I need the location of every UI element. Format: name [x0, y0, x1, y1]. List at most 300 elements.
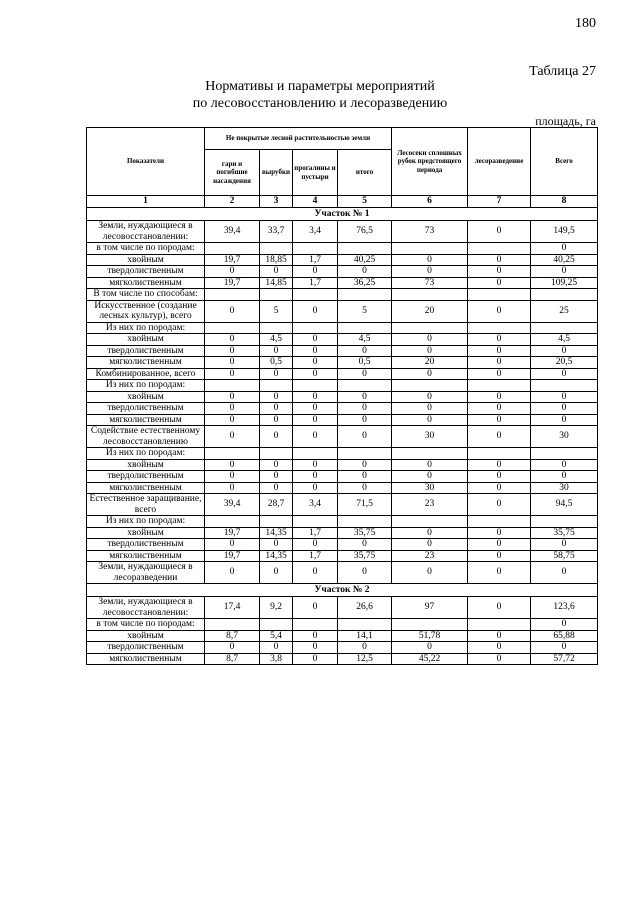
cell-value [205, 516, 260, 528]
table-row [87, 550, 598, 562]
cell-value: 0 [260, 459, 293, 471]
cell-value: 12,5 [338, 653, 392, 665]
table-row [87, 516, 598, 528]
table-title [0, 78, 640, 112]
table-row [87, 403, 598, 415]
cell-value: 0 [293, 539, 338, 551]
cell-value: 4,5 [338, 334, 392, 346]
table-row [87, 494, 598, 516]
cell-value [205, 322, 260, 334]
cell-value: 25 [531, 300, 598, 322]
cell-value [531, 322, 598, 334]
column-number: 3 [260, 196, 293, 208]
cell-value: 0 [205, 403, 260, 415]
cell-value: 0 [392, 368, 468, 380]
cell-value: 9,2 [260, 597, 293, 619]
cell-value: 0 [468, 426, 531, 448]
cell-value: 0 [205, 562, 260, 584]
cell-value: 76,5 [338, 221, 392, 243]
cell-value: 0 [392, 391, 468, 403]
column-number: 7 [468, 196, 531, 208]
cell-value: 0 [392, 414, 468, 426]
cell-value: 28,7 [260, 494, 293, 516]
cell-value: 73 [392, 221, 468, 243]
table-row [87, 254, 598, 266]
cell-value: 51,78 [392, 630, 468, 642]
cell-value [293, 619, 338, 631]
cell-value: 0 [468, 642, 531, 654]
cell-value: 94,5 [531, 494, 598, 516]
cell-value: 0 [205, 426, 260, 448]
cell-value: 20 [392, 357, 468, 369]
cell-value [468, 619, 531, 631]
cell-value: 0 [338, 562, 392, 584]
cell-value: 0 [260, 414, 293, 426]
cell-value: 0 [205, 471, 260, 483]
cell-value: 14,35 [260, 527, 293, 539]
cell-value: 0 [293, 300, 338, 322]
cell-value: 0 [468, 597, 531, 619]
cell-value: 0 [468, 391, 531, 403]
cell-value [468, 289, 531, 301]
cell-value: 0 [392, 334, 468, 346]
cell-value: 0 [468, 414, 531, 426]
cell-value: 26,6 [338, 597, 392, 619]
cell-value: 0 [293, 403, 338, 415]
cell-value: 19,7 [205, 277, 260, 289]
cell-value: 30 [392, 482, 468, 494]
column-number: 1 [87, 196, 205, 208]
cell-value [205, 448, 260, 460]
cell-value: 57,72 [531, 653, 598, 665]
cell-value: 0 [468, 277, 531, 289]
cell-value: 58,75 [531, 550, 598, 562]
cell-value: 0 [531, 243, 598, 255]
cell-value [338, 322, 392, 334]
table-row [87, 459, 598, 471]
cell-value [260, 289, 293, 301]
cell-value: 0 [392, 471, 468, 483]
table-row [87, 300, 598, 322]
table-row [87, 619, 598, 631]
row-label: Земли, нуждающиеся в лесовосстановлении: [87, 597, 205, 619]
row-label: Из них по породам: [87, 516, 205, 528]
cell-value: 0 [260, 391, 293, 403]
cell-value: 0 [531, 414, 598, 426]
cell-value [531, 448, 598, 460]
cell-value [468, 448, 531, 460]
cell-value: 0 [205, 642, 260, 654]
cell-value: 0 [338, 403, 392, 415]
row-label: мягколиственным [87, 357, 205, 369]
cell-value: 0 [531, 403, 598, 415]
row-label: хвойным [87, 459, 205, 471]
cell-value [205, 289, 260, 301]
section-title: Участок № 1 [87, 208, 598, 221]
row-label: В том числе по способам: [87, 289, 205, 301]
cell-value: 23 [392, 550, 468, 562]
table-row [87, 368, 598, 380]
table-row [87, 630, 598, 642]
table-row [87, 527, 598, 539]
cell-value [392, 243, 468, 255]
cell-value: 71,5 [338, 494, 392, 516]
cell-value: 0 [293, 597, 338, 619]
cell-value: 123,6 [531, 597, 598, 619]
cell-value [338, 516, 392, 528]
cell-value: 0 [468, 630, 531, 642]
cell-value: 0 [293, 459, 338, 471]
cell-value [260, 380, 293, 392]
section-header-row [87, 208, 598, 221]
cell-value: 0 [392, 254, 468, 266]
cell-value: 0 [392, 642, 468, 654]
header-glades: прогалины и пустыри [293, 150, 338, 196]
cell-value: 30 [531, 482, 598, 494]
cell-value: 39,4 [205, 494, 260, 516]
table-row [87, 414, 598, 426]
cell-value: 0 [205, 368, 260, 380]
cell-value: 1,7 [293, 527, 338, 539]
cell-value: 97 [392, 597, 468, 619]
cell-value: 5 [260, 300, 293, 322]
cell-value: 14,1 [338, 630, 392, 642]
cell-value: 0 [260, 471, 293, 483]
cell-value [531, 516, 598, 528]
cell-value: 0 [468, 459, 531, 471]
cell-value: 0 [468, 266, 531, 278]
row-label: в том числе по породам: [87, 243, 205, 255]
cell-value: 0 [205, 539, 260, 551]
cell-value: 0 [531, 619, 598, 631]
cell-value: 0 [392, 459, 468, 471]
table-row [87, 345, 598, 357]
cell-value: 0 [205, 482, 260, 494]
section-title: Участок № 2 [87, 584, 598, 597]
cell-value: 0 [260, 403, 293, 415]
row-label: в том числе по породам: [87, 619, 205, 631]
cell-value: 0 [205, 334, 260, 346]
header-indicators: Показатели [87, 128, 205, 196]
cell-value: 19,7 [205, 254, 260, 266]
cell-value [205, 380, 260, 392]
cell-value: 0 [468, 562, 531, 584]
cell-value: 0 [531, 345, 598, 357]
cell-value: 0 [531, 562, 598, 584]
cell-value: 0 [531, 266, 598, 278]
cell-value: 0 [260, 562, 293, 584]
row-label: мягколиственным [87, 414, 205, 426]
row-label: хвойным [87, 334, 205, 346]
cell-value: 0 [205, 300, 260, 322]
cell-value [293, 380, 338, 392]
cell-value: 23 [392, 494, 468, 516]
cell-value: 0 [468, 482, 531, 494]
cell-value: 0 [468, 403, 531, 415]
header-total: Всего [531, 128, 598, 196]
row-label: твердолиственным [87, 345, 205, 357]
row-label: твердолиственным [87, 471, 205, 483]
cell-value: 0 [468, 357, 531, 369]
cell-value: 0 [468, 221, 531, 243]
cell-value: 36,25 [338, 277, 392, 289]
cell-value: 0 [293, 653, 338, 665]
row-label: Естественное заращивание, всего [87, 494, 205, 516]
page-number: 180 [575, 16, 596, 31]
cell-value [392, 380, 468, 392]
cell-value: 40,25 [531, 254, 598, 266]
table-row [87, 539, 598, 551]
row-label: Из них по породам: [87, 380, 205, 392]
row-label: Из них по породам: [87, 448, 205, 460]
cell-value: 8,7 [205, 653, 260, 665]
unit-label: площадь, га [535, 114, 596, 128]
cell-value: 0 [392, 527, 468, 539]
row-label: хвойным [87, 254, 205, 266]
cell-value: 40,25 [338, 254, 392, 266]
cell-value: 0 [338, 345, 392, 357]
cell-value: 0 [293, 345, 338, 357]
cell-value [260, 448, 293, 460]
cell-value: 0 [392, 266, 468, 278]
cell-value: 0 [293, 471, 338, 483]
table-row [87, 380, 598, 392]
table-row [87, 448, 598, 460]
cell-value: 0 [293, 482, 338, 494]
cell-value [392, 619, 468, 631]
cell-value: 0 [205, 414, 260, 426]
row-label: твердолиственным [87, 266, 205, 278]
cell-value: 0 [205, 459, 260, 471]
cell-value [468, 380, 531, 392]
cell-value: 0 [260, 642, 293, 654]
cell-value: 8,7 [205, 630, 260, 642]
table-row [87, 277, 598, 289]
cell-value: 0 [293, 426, 338, 448]
cell-value: 39,4 [205, 221, 260, 243]
cell-value [260, 322, 293, 334]
cell-value [338, 448, 392, 460]
table-row [87, 289, 598, 301]
cell-value: 109,25 [531, 277, 598, 289]
cell-value: 0 [260, 266, 293, 278]
cell-value: 1,7 [293, 254, 338, 266]
cell-value: 0 [468, 345, 531, 357]
cell-value: 14,85 [260, 277, 293, 289]
cell-value [293, 243, 338, 255]
cell-value: 3,4 [293, 494, 338, 516]
cell-value [293, 322, 338, 334]
table-row [87, 221, 598, 243]
cell-value [293, 516, 338, 528]
row-label: мягколиственным [87, 482, 205, 494]
cell-value: 0 [468, 527, 531, 539]
column-number: 2 [205, 196, 260, 208]
table-row [87, 243, 598, 255]
cell-value: 0 [260, 539, 293, 551]
cell-value: 19,7 [205, 550, 260, 562]
column-number: 4 [293, 196, 338, 208]
cell-value: 18,85 [260, 254, 293, 266]
cell-value: 14,35 [260, 550, 293, 562]
cell-value: 0 [293, 642, 338, 654]
cell-value: 0 [531, 539, 598, 551]
cell-value [531, 289, 598, 301]
cell-value: 0,5 [260, 357, 293, 369]
table-row [87, 426, 598, 448]
cell-value [468, 322, 531, 334]
table-body [87, 208, 598, 665]
cell-value: 0 [293, 266, 338, 278]
header-clearcuts: Лесосеки сплошных рубок предстоящего периода [392, 128, 468, 196]
cell-value [293, 289, 338, 301]
row-label: мягколиственным [87, 277, 205, 289]
cell-value [338, 289, 392, 301]
cell-value: 0 [205, 266, 260, 278]
cell-value: 35,75 [531, 527, 598, 539]
table-row [87, 391, 598, 403]
table-row [87, 322, 598, 334]
cell-value: 30 [392, 426, 468, 448]
cell-value: 5,4 [260, 630, 293, 642]
cell-value: 0 [338, 368, 392, 380]
cell-value: 73 [392, 277, 468, 289]
cell-value: 0 [293, 334, 338, 346]
row-label: твердолиственным [87, 642, 205, 654]
cell-value: 0 [338, 642, 392, 654]
cell-value: 0 [338, 471, 392, 483]
cell-value: 0 [531, 471, 598, 483]
cell-value: 0 [293, 357, 338, 369]
cell-value: 0 [338, 539, 392, 551]
cell-value: 149,5 [531, 221, 598, 243]
cell-value: 3,8 [260, 653, 293, 665]
column-number: 5 [338, 196, 392, 208]
cell-value [468, 516, 531, 528]
cell-value: 35,75 [338, 527, 392, 539]
cell-value: 0 [260, 345, 293, 357]
cell-value: 0 [468, 254, 531, 266]
cell-value: 0 [392, 403, 468, 415]
cell-value: 0 [293, 562, 338, 584]
section-header-row [87, 584, 598, 597]
cell-value: 4,5 [531, 334, 598, 346]
cell-value: 65,88 [531, 630, 598, 642]
table-row [87, 597, 598, 619]
cell-value: 0 [468, 539, 531, 551]
cell-value [205, 243, 260, 255]
cell-value: 0 [260, 482, 293, 494]
cell-value: 0 [468, 653, 531, 665]
cell-value: 0 [531, 459, 598, 471]
cell-value: 0 [205, 391, 260, 403]
table-row [87, 357, 598, 369]
cell-value: 17,4 [205, 597, 260, 619]
cell-value [338, 380, 392, 392]
cell-value: 1,7 [293, 550, 338, 562]
table-row [87, 562, 598, 584]
cell-value: 0 [468, 550, 531, 562]
table-row [87, 471, 598, 483]
header-afforestation: лесоразведение [468, 128, 531, 196]
cell-value: 0 [205, 357, 260, 369]
cell-value [338, 243, 392, 255]
table-number: Таблица 27 [529, 64, 596, 79]
cell-value: 19,7 [205, 527, 260, 539]
cell-value: 0 [531, 391, 598, 403]
cell-value: 0 [392, 345, 468, 357]
table-row [87, 266, 598, 278]
cell-value: 3,4 [293, 221, 338, 243]
title-line-2: по лесовосстановлению и лесоразведению [192, 96, 448, 111]
column-number-row [87, 196, 598, 208]
cell-value: 0 [293, 630, 338, 642]
row-label: Содействие естественному лесовосстановлению [87, 426, 205, 448]
header-cut: вырубки [260, 150, 293, 196]
column-number: 6 [392, 196, 468, 208]
cell-value: 0 [392, 562, 468, 584]
row-label: твердолиственным [87, 403, 205, 415]
cell-value: 0 [392, 539, 468, 551]
row-label: мягколиственным [87, 653, 205, 665]
row-label: Земли, нуждающиеся в лесовосстановлении: [87, 221, 205, 243]
cell-value: 0 [338, 266, 392, 278]
header-subtotal: итого [338, 150, 392, 196]
cell-value: 0 [338, 391, 392, 403]
table-row [87, 653, 598, 665]
cell-value: 0 [293, 391, 338, 403]
cell-value: 20 [392, 300, 468, 322]
cell-value: 45,22 [392, 653, 468, 665]
header-burned: гари и погибшие насаждения [205, 150, 260, 196]
cell-value [338, 619, 392, 631]
cell-value: 4,5 [260, 334, 293, 346]
cell-value: 0 [293, 414, 338, 426]
cell-value: 0 [293, 368, 338, 380]
cell-value [392, 322, 468, 334]
cell-value: 0 [338, 482, 392, 494]
row-label: Комбинированное, всего [87, 368, 205, 380]
table-row [87, 482, 598, 494]
cell-value: 0 [260, 426, 293, 448]
cell-value [392, 289, 468, 301]
title-line-1: Нормативы и параметры мероприятий [205, 79, 435, 94]
cell-value [260, 516, 293, 528]
row-label: твердолиственным [87, 539, 205, 551]
table-row [87, 642, 598, 654]
cell-value: 33,7 [260, 221, 293, 243]
cell-value: 0 [531, 642, 598, 654]
cell-value: 0 [338, 414, 392, 426]
cell-value: 0 [260, 368, 293, 380]
cell-value [392, 448, 468, 460]
cell-value: 0 [338, 426, 392, 448]
column-number: 8 [531, 196, 598, 208]
row-label: Земли, нуждающиеся в лесоразведении [87, 562, 205, 584]
table-row [87, 334, 598, 346]
cell-value: 1,7 [293, 277, 338, 289]
cell-value [260, 243, 293, 255]
cell-value [392, 516, 468, 528]
cell-value: 0 [468, 494, 531, 516]
cell-value: 0 [205, 345, 260, 357]
cell-value: 20,5 [531, 357, 598, 369]
data-table [86, 127, 598, 665]
cell-value: 0 [338, 459, 392, 471]
cell-value: 0 [468, 368, 531, 380]
row-label: Из них по породам: [87, 322, 205, 334]
cell-value: 0 [468, 300, 531, 322]
